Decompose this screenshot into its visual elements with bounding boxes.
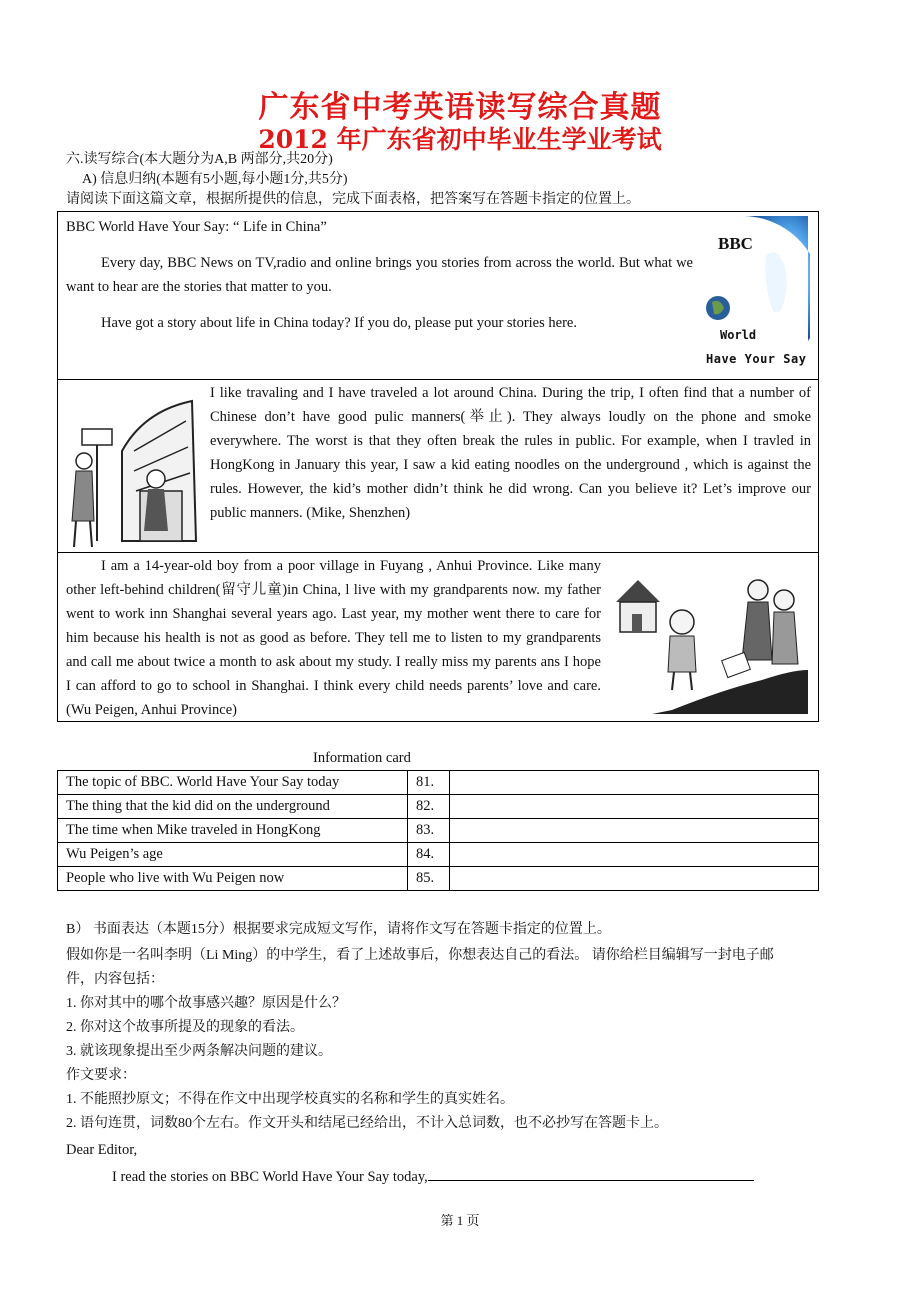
intro-paragraph-2: Have got a story about life in China today? If you do, please put your stories here. bbox=[101, 315, 577, 331]
have-your-say-text: Have Your Say bbox=[706, 352, 807, 366]
prompt-item-2: 2. 你对这个故事所提及的现象的看法。 bbox=[66, 1020, 304, 1035]
card-question: The topic of BBC. World Have Your Say today bbox=[58, 771, 408, 795]
card-number: 85. bbox=[408, 867, 450, 891]
part-a-heading: A) 信息归纳(本题有5小题,每小题1分,共5分) bbox=[82, 172, 348, 187]
card-answer-field[interactable] bbox=[450, 819, 819, 843]
letter-opening-line bbox=[112, 1164, 754, 1189]
card-row bbox=[58, 843, 819, 867]
card-question: People who live with Wu Peigen now bbox=[58, 867, 408, 891]
world-logo-text: World bbox=[720, 328, 757, 342]
article-intro bbox=[58, 212, 818, 380]
intro-paragraph-1: Every day, BBC News on TV,radio and online brings you stories from across the world. But what we want to hear are the stories that matter to you. bbox=[66, 255, 693, 295]
story-wu-text: I am a 14-year-old boy from a poor village in Fuyang , Anhui Province. Like many other left-behind children(留守儿童)in China, l live with my grandparents now. my father went to work inn Shanghai several years ago. Last year, my mother went there to care for him because his health is not as good as before. They tell me to listen to my grandparents and call me about twice a month to ask about my study. I really miss my parents ans I hope I can afford to go to school in Shanghai. I think every child needs parents’ love and care. (Wu Peigen, Anhui Province) bbox=[66, 558, 601, 718]
card-number: 84. bbox=[408, 843, 450, 867]
letter-salutation: Dear Editor, bbox=[66, 1142, 138, 1158]
bbc-logo-text: BBC bbox=[718, 234, 753, 253]
part-b-prompt-line2: 件，内容包括： bbox=[66, 972, 164, 987]
card-row bbox=[58, 867, 819, 891]
page-title: 广东省中考英语读写综合真题 bbox=[258, 90, 662, 125]
card-row bbox=[58, 771, 819, 795]
card-question: Wu Peigen’s age bbox=[58, 843, 408, 867]
info-card-title: Information card bbox=[313, 750, 411, 766]
story-mike bbox=[58, 379, 818, 553]
card-question: The thing that the kid did on the underground bbox=[58, 795, 408, 819]
story-mike-text: I like travaling and I have traveled a lot around China. During the trip, I often find that a number of Chinese don’t have good pulic manners(举止). They always loudly on the phone and smoke everywhere. The worst is that they often break the rules in public. For example, when I travled in HongKong in January this year, I saw a kid eating noodles on the underground , which is against the rules. However, the kid’s mother didn’t think he did wrong. Can you believe it? Let’s improve our public manners. (Mike, Shenzhen) bbox=[210, 385, 811, 521]
answer-blank-line[interactable] bbox=[428, 1164, 754, 1181]
card-answer-field[interactable] bbox=[450, 795, 819, 819]
part-b-prompt-line1: 假如你是一名叫李明（Li Ming）的中学生，看了上述故事后，你想表达自己的看法。 请你给栏目编辑写一封电子邮 bbox=[66, 948, 774, 963]
article-box bbox=[57, 211, 819, 722]
card-answer-field[interactable] bbox=[450, 771, 819, 795]
card-number: 81. bbox=[408, 771, 450, 795]
card-number: 83. bbox=[408, 819, 450, 843]
requirements-title: 作文要求： bbox=[66, 1068, 136, 1083]
prompt-item-1: 1. 你对其中的哪个故事感兴趣？原因是什么？ bbox=[66, 996, 346, 1011]
section-heading: 六.读写综合(本大题分为A,B 两部分,共20分) bbox=[66, 152, 333, 167]
information-card bbox=[57, 770, 819, 891]
family-illustration bbox=[612, 560, 808, 714]
card-row bbox=[58, 819, 819, 843]
card-number: 82. bbox=[408, 795, 450, 819]
card-row bbox=[58, 795, 819, 819]
page-subtitle: 2012 年广东省初中毕业生学业考试 bbox=[258, 125, 662, 154]
page-number: 第 1 页 bbox=[440, 1213, 480, 1228]
requirement-1: 1. 不能照抄原文；不得在作文中出现学校真实的名称和学生的真实姓名。 bbox=[66, 1092, 514, 1107]
requirement-2: 2. 语句连贯，词数80个左右。作文开头和结尾已经给出，不计入总词数，也不必抄写在答题卡上。 bbox=[66, 1116, 668, 1131]
story-wu-peigen bbox=[58, 552, 818, 722]
card-question: The time when Mike traveled in HongKong bbox=[58, 819, 408, 843]
part-b-heading: B） 书面表达（本题15分）根据要求完成短文写作，请将作文写在答题卡指定的位置上。 bbox=[66, 922, 611, 937]
card-answer-field[interactable] bbox=[450, 843, 819, 867]
prompt-item-3: 3. 就该现象提出至少两条解决问题的建议。 bbox=[66, 1044, 332, 1059]
article-title: BBC World Have Your Say: “ Life in China” bbox=[66, 219, 327, 235]
card-answer-field[interactable] bbox=[450, 867, 819, 891]
subway-illustration bbox=[64, 391, 198, 549]
instruction: 请阅读下面这篇文章，根据所提供的信息，完成下面表格，把答案写在答题卡指定的位置上。 bbox=[66, 192, 640, 207]
letter-opening-text: I read the stories on BBC World Have Your Say today, bbox=[112, 1169, 428, 1185]
